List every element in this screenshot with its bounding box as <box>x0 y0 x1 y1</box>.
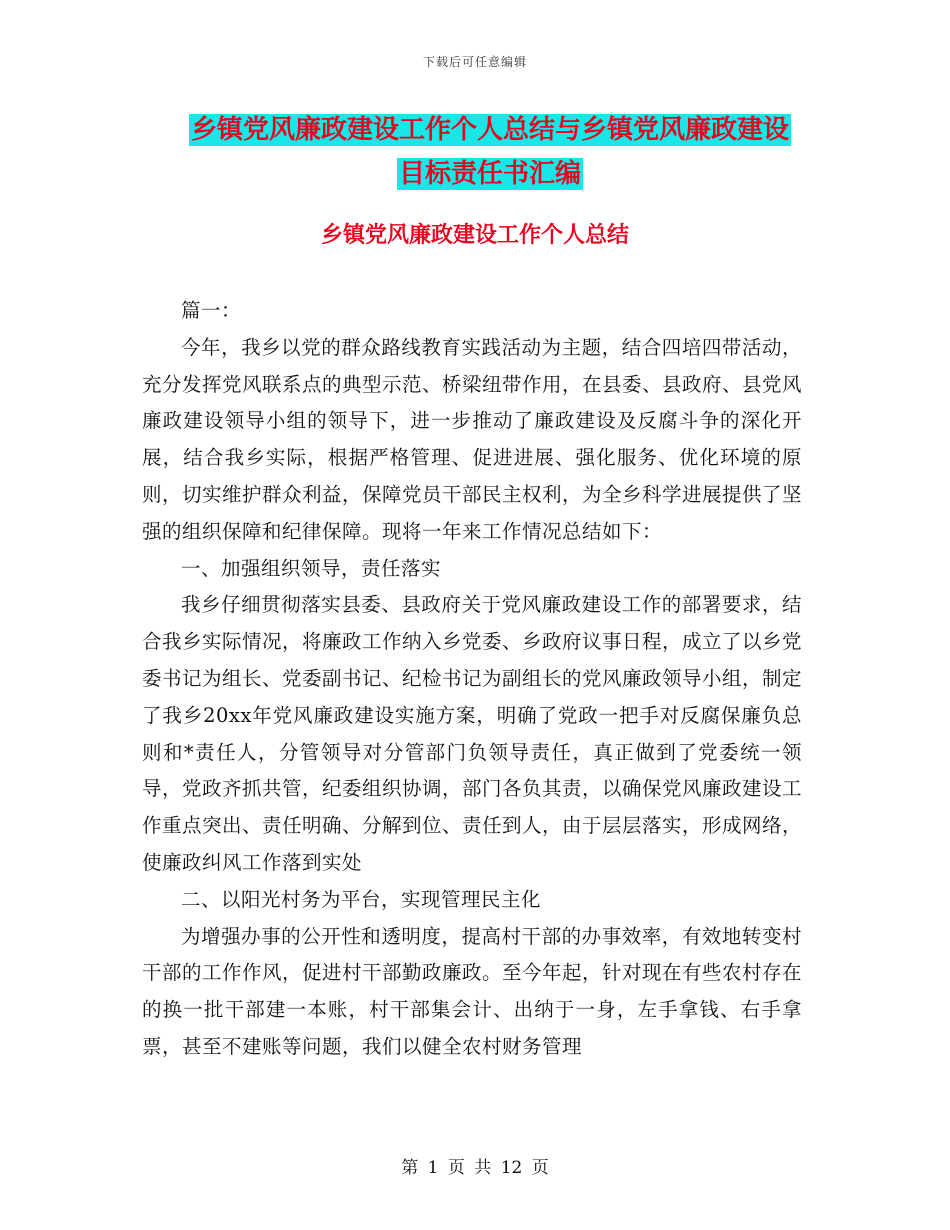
paragraph-intro: 今年，我乡以党的群众路线教育实践活动为主题，结合四培四带活动，充分发挥党风联系点的典型示范、桥梁纽带作用，在县委、县政府、县党风廉政建设领导小组的领导下，进一步推动了廉政建设及反腐斗争的深化开展，结合我乡实际，根据严格管理、促进进展、强化服务、优化环境的原则，切实维护群众利益，保障党员干部民主权利，为全乡科学进展提供了坚强的组织保障和纪律保障。现将一年来工作情况总结如下： <box>142 335 803 543</box>
document-title-line2: 目标责任书汇编 <box>398 159 581 189</box>
paragraph-heading-1: 一、加强组织领导，责任落实 <box>181 556 442 580</box>
section-title: 乡镇党风廉政建设工作个人总结 <box>320 223 629 248</box>
header-note: 下载后可任意编辑 <box>422 55 527 69</box>
document-title-line1: 乡镇党风廉政建设工作个人总结与乡镇党风廉政建设 <box>190 115 789 145</box>
paragraph-section-1: 我乡仔细贯彻落实县委、县政府关于党风廉政建设工作的部署要求，结合我乡实际情况，将廉政工作纳入乡党委、乡政府议事日程，成立了以乡党委书记为组长、党委副书记、纪检书记为副组长的党风廉政领导小组，制定了我乡20xx年党风廉政建设实施方案，明确了党政一把手对反腐保廉负总则和*责任人，分管领导对分管部门负领导责任，真正做到了党委统一领导，党政齐抓共管，纪委组织协调，部门各负其责，以确保党风廉政建设工作重点突出、责任明确、分解到位、责任到人，由于层层落实，形成网络，使廉政纠风工作落到实处 <box>142 593 803 874</box>
body-text <box>142 293 802 1066</box>
page-number: 第 1 页 共 12 页 <box>401 1158 549 1178</box>
paragraph-section-2: 为增强办事的公开性和透明度，提高村干部的办事效率，有效地转变村干部的工作作风，促进村干部勤政廉政。至今年起，针对现在有些农村存在的换一批干部建一本账，村干部集会计、出纳于一身，左手拿钱、右手拿票，甚至不建账等问题，我们以健全农村财务管理 <box>142 924 803 1058</box>
paragraph-part-label: 篇一： <box>181 299 242 322</box>
document-title <box>140 108 840 196</box>
paragraph-heading-2: 二、以阳光村务为平台，实现管理民主化 <box>181 887 542 911</box>
